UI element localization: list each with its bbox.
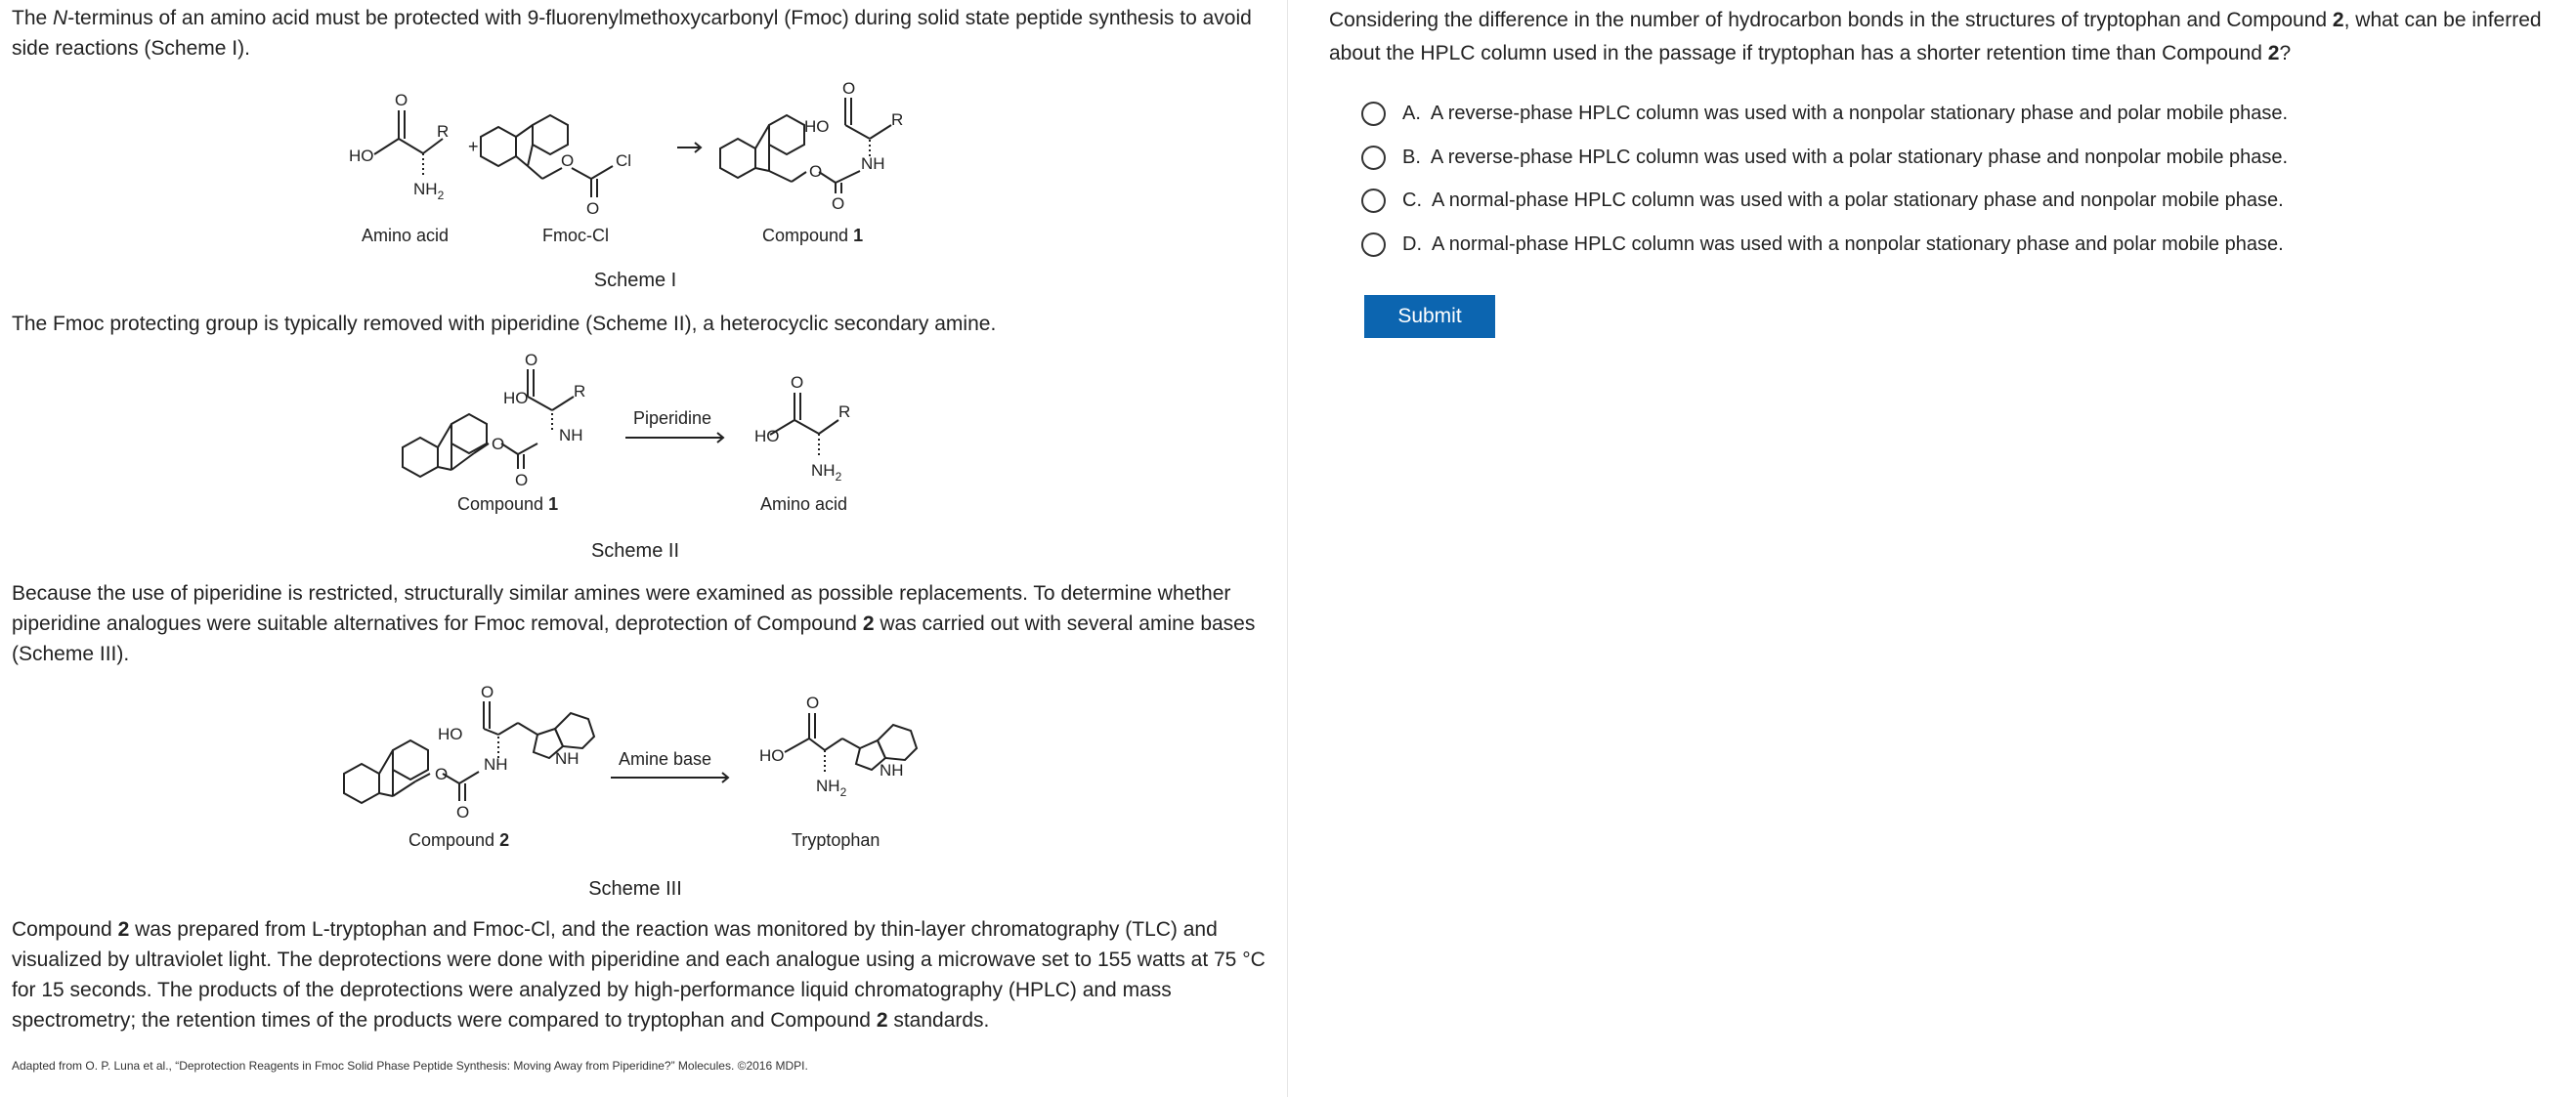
fmoc-cl-structure	[481, 115, 631, 218]
svg-text:O: O	[842, 79, 856, 98]
scheme-3-figure	[332, 684, 938, 860]
amino-acid-label: Amino acid	[362, 226, 450, 245]
amino-acid-structure	[754, 373, 850, 484]
compound-2-structure	[344, 683, 594, 822]
passage-paragraph-1: The N-terminus of an amino acid must be protected with 9-fluorenylmethoxycarbonyl (Fmoc) during solid state peptide synthesis to avoid side reactions (Scheme I).	[12, 7, 1252, 60]
radio-button[interactable]	[1361, 232, 1386, 257]
fmoc-cl-label: Fmoc-Cl	[542, 226, 609, 245]
svg-text:O: O	[435, 765, 449, 783]
svg-text:R: R	[437, 122, 450, 141]
amino-acid-structure	[349, 91, 449, 202]
svg-text:O: O	[832, 194, 845, 213]
svg-text:O: O	[395, 91, 408, 109]
svg-text:NH2: $NH_2$	[413, 180, 445, 202]
svg-text:HO: HO	[349, 147, 374, 165]
svg-text:O: O	[806, 694, 820, 712]
passage-paragraph-3: Because the use of piperidine is restricted, structurally similar amines were examined as possible replacements. To determine whether piperidine analogues were suitable alternatives for Fmoc removal, deprotection of Compound 2 was carried out with several amine bases (Scheme III).	[12, 582, 1256, 665]
svg-text:NH: NH	[861, 154, 885, 173]
amino-acid-label: Amino acid	[760, 494, 848, 514]
svg-text:R: R	[574, 382, 586, 401]
scheme-1-figure	[347, 78, 933, 245]
svg-text:O: O	[586, 199, 600, 218]
answer-option-a[interactable]: A. A reverse-phase HPLC column was used with a nonpolar stationary phase and polar mobile phase.	[1361, 97, 2288, 130]
tryptophan-label: Tryptophan	[792, 830, 880, 850]
svg-text:NH2: $NH_2$	[816, 777, 847, 799]
plus-sign: +	[468, 137, 479, 156]
scheme-3-caption: Scheme III	[588, 878, 682, 900]
compound-2-label: Compound 2	[408, 830, 510, 850]
amine-base-label: Amine base	[619, 749, 712, 769]
radio-button[interactable]	[1361, 102, 1386, 126]
radio-button[interactable]	[1361, 189, 1386, 213]
compound-1-label: Compound 1	[457, 494, 559, 514]
passage-paragraph-2: The Fmoc protecting group is typically removed with piperidine (Scheme II), a heterocyclic secondary amine.	[12, 313, 997, 335]
svg-text:NH: NH	[559, 426, 583, 444]
svg-text:HO: HO	[804, 117, 830, 136]
svg-text:HO: HO	[438, 725, 463, 743]
question-stem: Considering the difference in the number of hydrocarbon bonds in the structures of tryptophan and Compound 2, what can be inferred about the HPLC column used in the passage if tryptophan has a shorter retention time than Compound 2?	[1329, 9, 2542, 64]
svg-text:NH2: $NH_2$	[811, 461, 842, 484]
compound-1-structure	[403, 351, 585, 489]
answer-option-d[interactable]: D. A normal-phase HPLC column was used with a nonpolar stationary phase and polar mobile phase.	[1361, 228, 2284, 261]
svg-text:O: O	[481, 683, 494, 701]
svg-text:R: R	[891, 110, 904, 129]
piperidine-label: Piperidine	[633, 408, 712, 428]
svg-text:NH: NH	[484, 755, 508, 774]
scheme-1-caption: Scheme I	[593, 270, 677, 291]
answer-option-c[interactable]: C. A normal-phase HPLC column was used with a polar stationary phase and nonpolar mobile phase.	[1361, 184, 2284, 217]
svg-text:O: O	[809, 162, 823, 181]
compound-1-label: Compound 1	[762, 226, 864, 245]
svg-text:O: O	[515, 471, 529, 489]
svg-text:O: O	[561, 151, 575, 170]
svg-text:O: O	[791, 373, 804, 392]
scheme-2-figure	[391, 352, 880, 518]
compound-1-structure	[720, 79, 903, 213]
svg-text:O: O	[492, 435, 505, 453]
passage-paragraph-4: Compound 2 was prepared from L-tryptophan and Fmoc-Cl, and the reaction was monitored by thin-layer chromatography (TLC) and visualized by ultraviolet light. The deprotections were done with piperidine and each analogue using a microwave set to 155 watts at 75 °C for 15 seconds. The products of the deprotections were analyzed by high-performance liquid chromatography (HPLC) and mass spectrometry; the retention times of the products were compared to tryptophan and Compound 2 standards.	[12, 918, 1266, 1032]
submit-button[interactable]: Submit	[1364, 295, 1495, 338]
tryptophan-structure	[759, 694, 917, 799]
scheme-2-caption: Scheme II	[590, 540, 680, 562]
svg-text:Cl: Cl	[616, 151, 632, 170]
radio-button[interactable]	[1361, 146, 1386, 170]
citation: Adapted from O. P. Luna et al., “Deprotection Reagents in Fmoc Solid Phase Peptide Synthesis: Moving Away from Piperidine?” Molecules. ©2016 MDPI.	[12, 1059, 808, 1073]
svg-text:NH: NH	[555, 749, 580, 768]
svg-text:O: O	[525, 351, 538, 369]
answer-option-b[interactable]: B. A reverse-phase HPLC column was used with a polar stationary phase and nonpolar mobile phase.	[1361, 141, 2288, 174]
svg-text:O: O	[456, 803, 470, 822]
svg-text:NH: NH	[880, 761, 904, 780]
svg-text:R: R	[838, 402, 851, 421]
svg-text:HO: HO	[754, 427, 780, 445]
svg-text:HO: HO	[503, 389, 529, 407]
svg-text:HO: HO	[759, 746, 785, 765]
